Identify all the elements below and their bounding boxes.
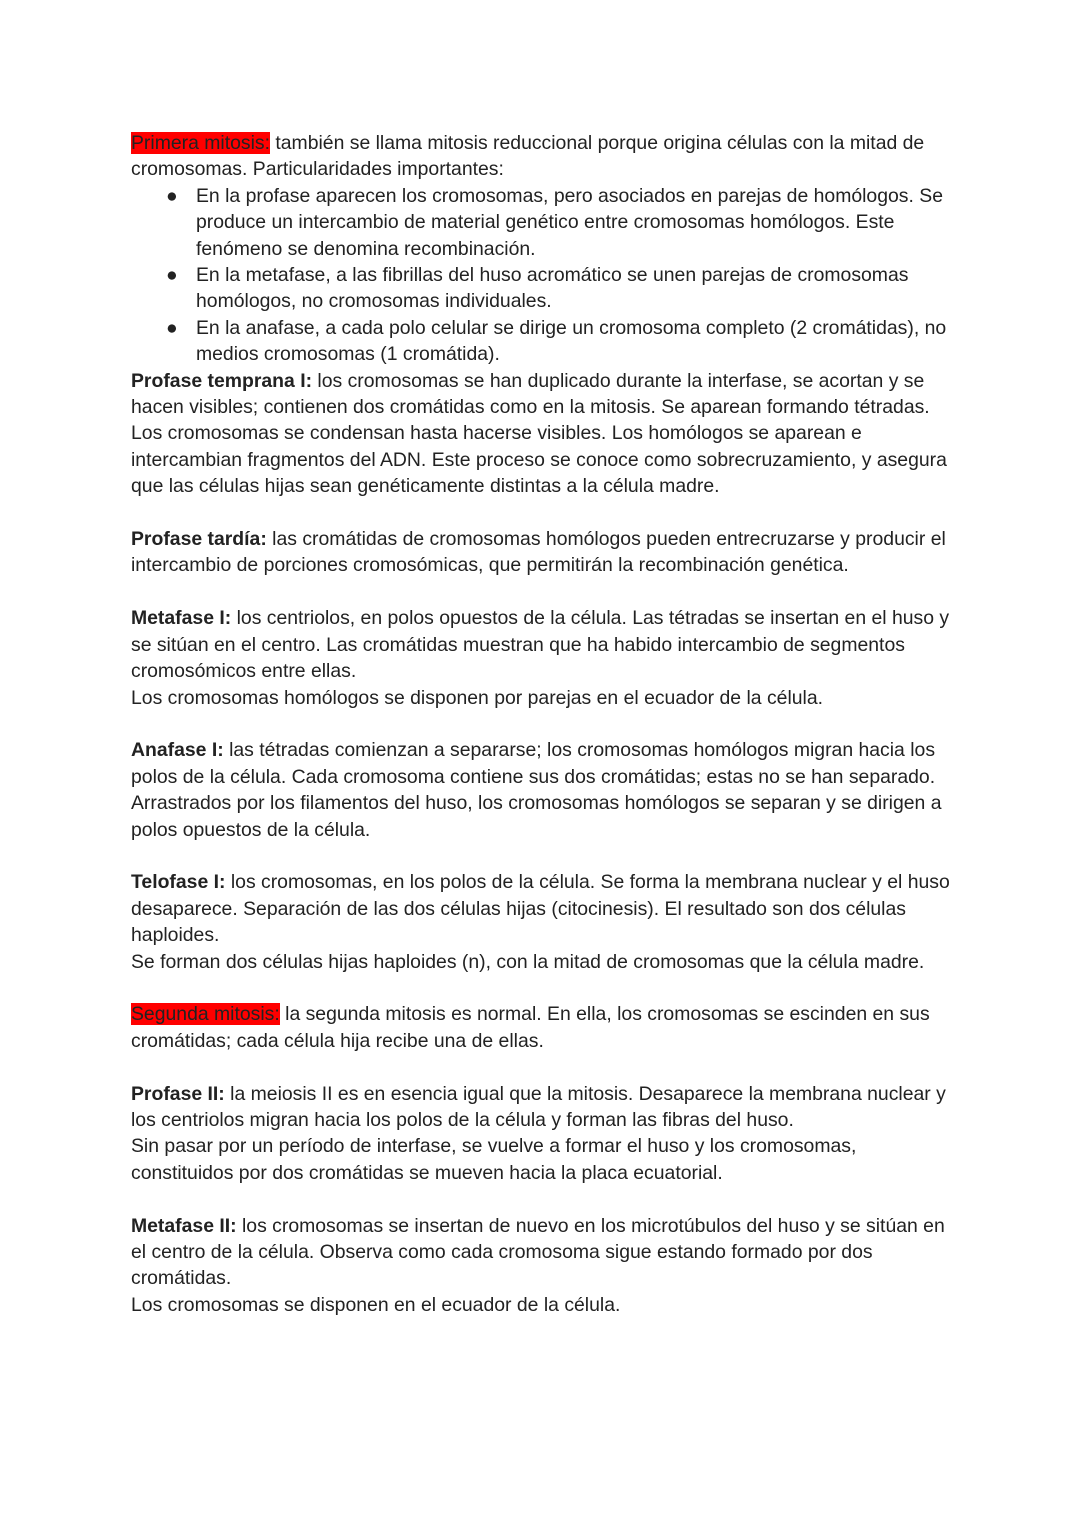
profase-tardia-paragraph [131, 526, 961, 579]
particularidades-list [131, 183, 961, 368]
metafase-2-paragraph [131, 1213, 961, 1292]
segunda-mitosis-text: la segunda mitosis es normal. En ella, los cromosomas se escinden en sus cromátidas; cada célula hija recibe una de ellas. [131, 1003, 930, 1052]
profase-tardia-label: Profase tardía: [131, 528, 267, 551]
telofase-1-paragraph [131, 869, 961, 948]
anafase-1-label: Anafase I: [131, 739, 224, 762]
metafase-1-label: Metafase I: [131, 607, 232, 630]
anafase-1-text: las tétradas comienzan a separarse; los cromosomas homólogos migran hacia los polos de la célula. Cada cromosoma contiene sus dos cromátidas; estas no se han separado. [131, 739, 936, 788]
segunda-mitosis-highlight: Segunda mitosis: [131, 1003, 280, 1026]
bullet-icon: ● [166, 316, 178, 339]
profase-2-paragraph [131, 1081, 961, 1134]
segunda-mitosis-paragraph [131, 1001, 961, 1054]
profase-2-label: Profase II: [131, 1082, 225, 1105]
metafase-2-text: los cromosomas se insertan de nuevo en los microtúbulos del huso y se sitúan en el centro de la célula. Observa como cada cromosoma sigue estando formado por dos cromátidas. [131, 1214, 945, 1290]
primera-mitosis-highlight: Primera mitosis: [131, 132, 270, 154]
metafase-2-extra: Los cromosomas se disponen en el ecuador de la célula. [131, 1293, 621, 1316]
list-item-text: En la anafase, a cada polo celular se dirige un cromosoma completo (2 cromátidas), no medios cromosomas (1 cromátida). [196, 316, 947, 366]
document-page [131, 130, 961, 1318]
profase-tardia-text: las cromátidas de cromosomas homólogos pueden entrecruzarse y producir el intercambio de porciones cromosómicas, que permitirán la recombinación genética. [131, 528, 946, 577]
list-item-text: En la metafase, a las fibrillas del huso acromático se unen parejas de cromosomas homólogos, no cromosomas individuales. [196, 264, 909, 313]
profase-2-text: la meiosis II es en esencia igual que la mitosis. Desaparece la membrana nuclear y los centriolos migran hacia los polos de la célula y forman las fibras del huso. [131, 1082, 946, 1131]
profase-temprana-text: los cromosomas se han duplicado durante la interfase, se acortan y se hacen visibles; contienen dos cromátidas como en la mitosis. Se aparean formando tétradas. [131, 369, 930, 419]
metafase-2-label: Metafase II: [131, 1214, 237, 1237]
profase-temprana-paragraph [131, 368, 961, 421]
profase-temprana-label: Profase temprana I: [131, 369, 313, 392]
metafase-1-extra: Los cromosomas homólogos se disponen por parejas en el ecuador de la célula. [131, 686, 824, 709]
telofase-1-text: los cromosomas, en los polos de la célula. Se forma la membrana nuclear y el huso desaparece. Separación de las dos células hijas (citocinesis). El resultado son dos células haploides. [131, 871, 950, 947]
anafase-1-paragraph [131, 737, 961, 790]
list-item [131, 262, 961, 315]
list-item [131, 315, 961, 368]
primera-mitosis-paragraph [131, 130, 961, 183]
telofase-1-extra: Se forman dos células hijas haploides (n), con la mitad de cromosomas que la célula madre. [131, 950, 925, 973]
bullet-icon: ● [166, 264, 178, 287]
metafase-1-paragraph [131, 605, 961, 684]
metafase-1-text: los centriolos, en polos opuestos de la célula. Las tétradas se insertan en el huso y se sitúan en el centro. Las cromátidas muestran que ha habido intercambio de segmentos cromosómicos entre ellas. [131, 607, 950, 683]
bullet-icon: ● [166, 184, 178, 207]
list-item [131, 183, 961, 262]
primera-mitosis-text: también se llama mitosis reduccional porque origina células con la mitad de cromosomas. Particularidades importantes: [131, 132, 925, 181]
anafase-1-extra: Arrastrados por los filamentos del huso, los cromosomas homólogos se separan y se dirigen a polos opuestos de la célula. [131, 792, 942, 841]
list-item-text: En la profase aparecen los cromosomas, pero asociados en parejas de homólogos. Se produce un intercambio de material genético entre cromosomas homólogos. Este fenómeno se denomina recombinación. [196, 184, 943, 260]
profase-temprana-extra: Los cromosomas se condensan hasta hacerse visibles. Los homólogos se aparean e intercambian fragmentos del ADN. Este proceso se conoce como sobrecruzamiento, y asegura que las células hijas sean genéticamente distintas a la célula madre. [131, 422, 947, 498]
telofase-1-label: Telofase I: [131, 871, 226, 894]
profase-2-extra: Sin pasar por un período de interfase, se vuelve a formar el huso y los cromosomas, constituidos por dos cromátidas se mueven hacia la placa ecuatorial. [131, 1135, 857, 1184]
